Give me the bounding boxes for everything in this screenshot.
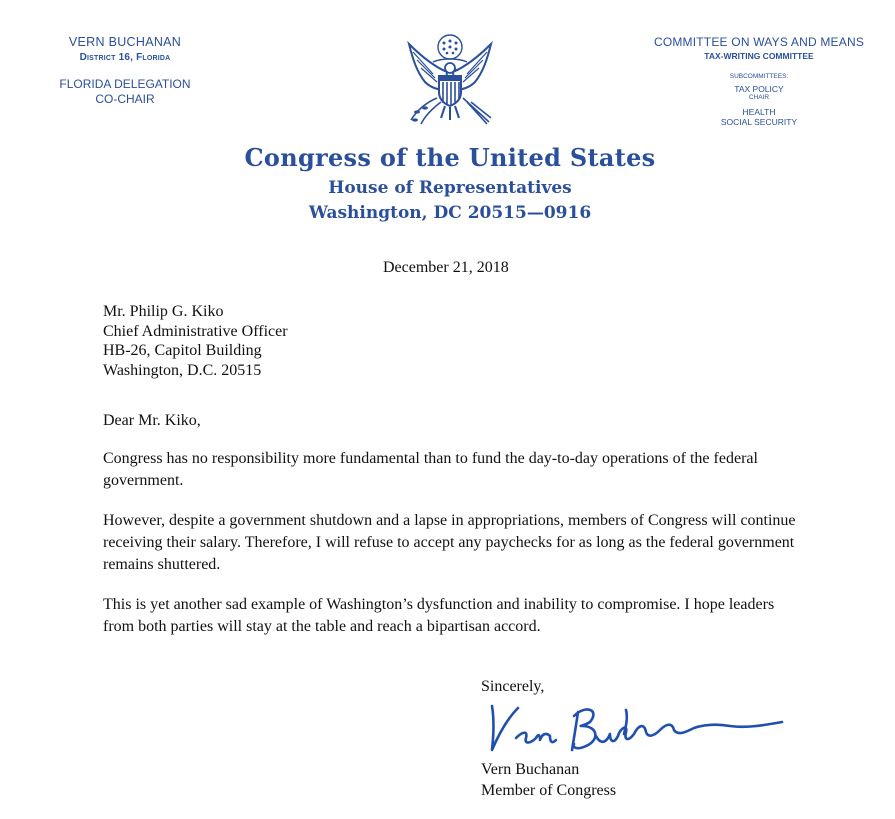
recipient-line: HB-26, Capitol Building [103,342,262,359]
subcommittee-role: CHAIR [748,94,770,101]
salutation: Dear Mr. Kiko, [103,412,201,429]
body-paragraph: Congress has no responsibility more fundamental than to fund the day-to-day operations of the federal government. [103,450,758,489]
signer-name: Vern Buchanan [481,761,580,778]
letterhead-address: Washington, DC 20515—0916 [308,203,592,223]
letterhead-house: House of Representatives [328,178,572,198]
signer-title: Member of Congress [481,782,617,799]
body-paragraph: However, despite a government shutdown and a lapse in appropriations, members of Congress will continue receiving their salary. Therefore, I will refuse to accept any paychecks for as long as the federal government remains shuttered. [103,512,796,573]
committee-name: COMMITTEE ON WAYS AND MEANS [653,35,865,49]
recipient-line: Mr. Philip G. Kiko [103,303,224,320]
letterhead-title: Congress of the United States [244,143,656,172]
subcommittee-social-security: SOCIAL SECURITY [720,117,798,127]
delegation-role: FLORIDA DELEGATION CO-CHAIR [59,77,191,106]
subcommittee-tax-policy: TAX POLICY [734,84,784,94]
handwritten-signature [478,692,798,760]
recipient-address [103,302,288,380]
letter-date: December 21, 2018 [383,259,509,276]
right-header [648,35,870,127]
district-label: District 16, Florida [79,52,171,63]
recipient-line: Washington, D.C. 20515 [103,361,262,379]
subcommittees-label: SUBCOMMITTEES: [729,73,789,80]
letterhead-title-block [200,143,700,225]
committee-subtitle: TAX-WRITING COMMITTEE [704,51,814,61]
great-seal-eagle-icon [403,32,497,130]
body-paragraph: This is yet another sad example of Washington’s dysfunction and inability to compromise. I hope leaders from both parties will stay at the table and reach a bipartisan accord. [103,596,775,635]
left-header [20,35,230,107]
subcommittee-health: HEALTH [742,107,776,117]
closing: Sincerely, [481,678,545,695]
member-name-header: VERN BUCHANAN [68,35,182,49]
recipient-line: Chief Administrative Officer [103,322,288,340]
